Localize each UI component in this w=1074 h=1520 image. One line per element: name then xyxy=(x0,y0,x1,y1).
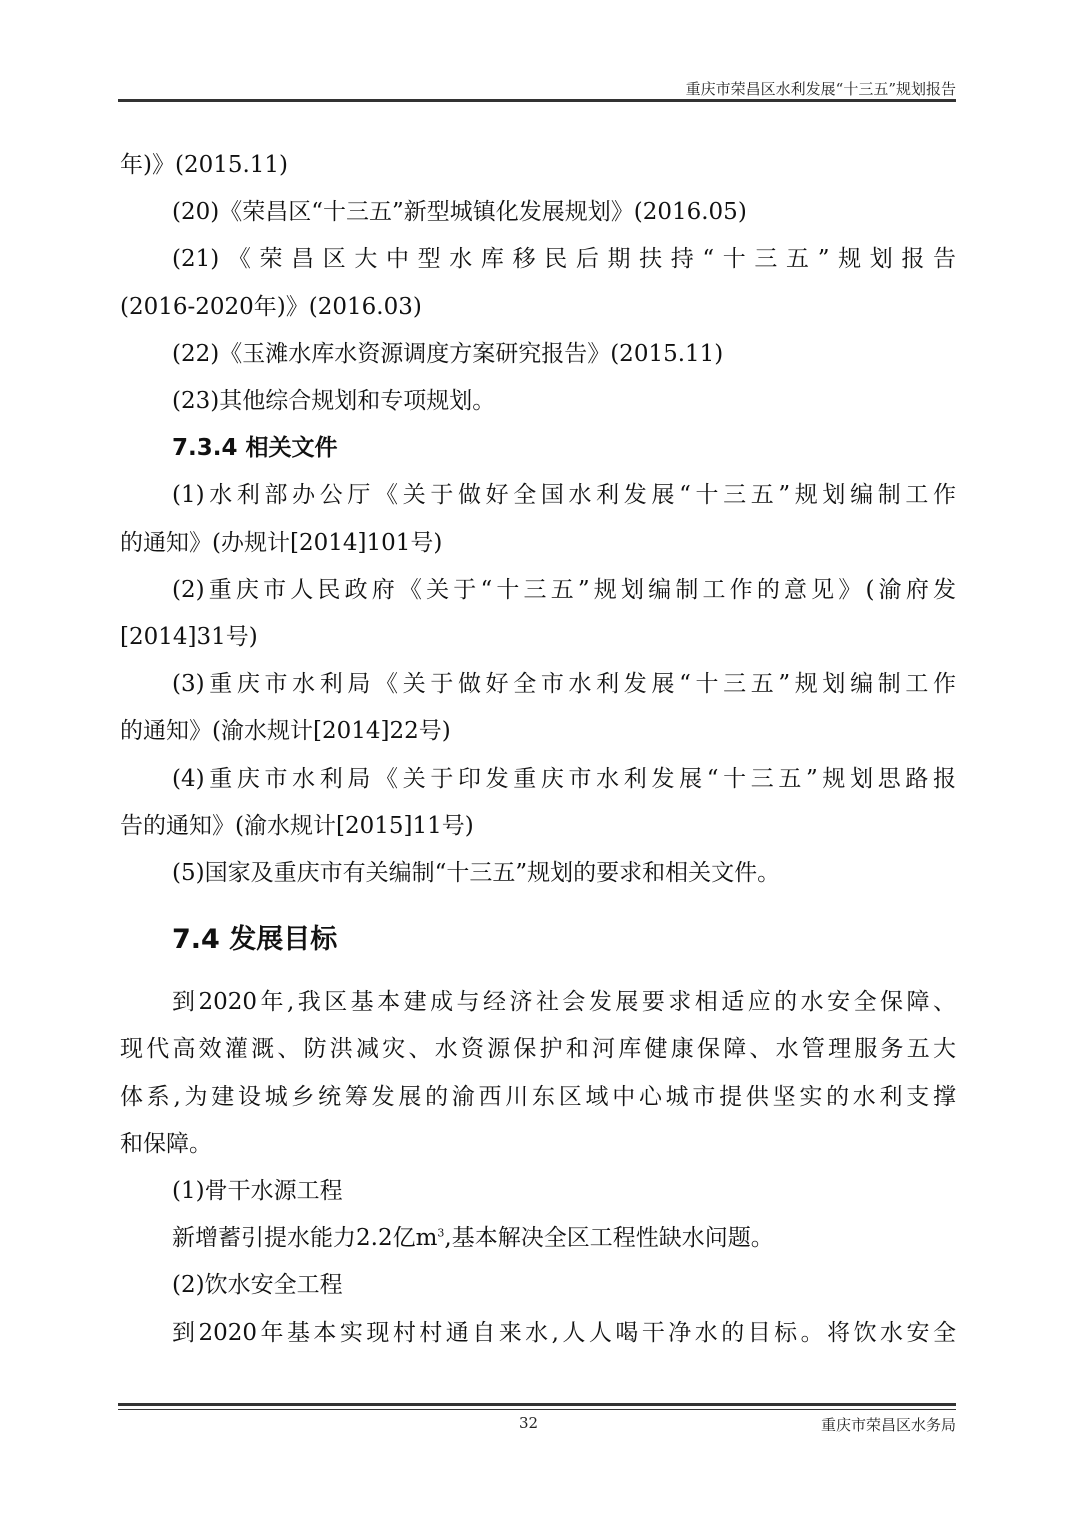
text-line: (2016-2020年)》(2016.03) xyxy=(120,293,422,320)
footer-rule-thick xyxy=(118,1403,956,1406)
document-item: (3)重庆市水利局《关于做好全市水利发展“十三五”规划编制工作 xyxy=(172,671,956,698)
paragraph-line: 到2020年,我区基本建成与经济社会发展要求相适应的水安全保障、 xyxy=(172,989,956,1016)
document-body xyxy=(120,142,956,1357)
text-line: 告的通知》(渝水规计[2015]11号) xyxy=(120,812,474,839)
superscript-3: 3 xyxy=(437,1226,445,1240)
paragraph-line: 和保障。 xyxy=(120,1130,212,1157)
text-line: 的通知》(渝水规计[2014]22号) xyxy=(120,718,451,745)
footer-rule-thin xyxy=(118,1409,956,1410)
goal-item: (2)饮水安全工程 xyxy=(172,1272,343,1299)
reference-item: (23)其他综合规划和专项规划。 xyxy=(172,388,496,415)
document-item: (1)水利部办公厅《关于做好全国水利发展“十三五”规划编制工作 xyxy=(172,482,956,509)
document-item: (5)国家及重庆市有关编制“十三五”规划的要求和相关文件。 xyxy=(172,860,781,887)
header-title: 重庆市荣昌区水利发展“十三五”规划报告 xyxy=(685,80,956,98)
reference-item: (22)《玉滩水库水资源调度方案研究报告》(2015.11) xyxy=(172,340,724,367)
section-heading-7-4: 7.4 发展目标 xyxy=(172,924,338,956)
goal-text: ,基本解决全区工程性缺水问题。 xyxy=(444,1225,774,1252)
text-line: 年)》(2015.11) xyxy=(120,152,289,178)
paragraph-line: 体系,为建设城乡统筹发展的渝西川东区域中心城市提供坚实的水利支撑 xyxy=(120,1083,956,1110)
footer-organization: 重庆市荣昌区水务局 xyxy=(820,1416,956,1434)
page-number: 32 xyxy=(519,1414,539,1432)
section-heading-7-3-4: 7.3.4 相关文件 xyxy=(172,435,338,462)
document-item: (4)重庆市水利局《关于印发重庆市水利发展“十三五”规划思路报 xyxy=(172,765,956,792)
text-line: [2014]31号) xyxy=(120,624,258,651)
header-rule xyxy=(118,99,956,102)
goal-description xyxy=(120,1215,956,1262)
paragraph-line: 到2020年基本实现村村通自来水,人人喝干净水的目标。将饮水安全 xyxy=(172,1319,956,1346)
goal-item: (1)骨干水源工程 xyxy=(172,1178,343,1205)
reference-item: (21)《荣昌区大中型水库移民后期扶持“十三五”规划报告 xyxy=(172,246,956,273)
goal-text: 新增蓄引提水能力2.2亿m xyxy=(172,1225,438,1252)
reference-item: (20)《荣昌区“十三五”新型城镇化发展规划》(2016.05) xyxy=(172,199,747,226)
text-line: 的通知》(办规计[2014]101号) xyxy=(120,529,443,556)
paragraph-line: 现代高效灌溉、防洪减灾、水资源保护和河库健康保障、水管理服务五大 xyxy=(120,1036,956,1063)
document-item: (2)重庆市人民政府《关于“十三五”规划编制工作的意见》(渝府发 xyxy=(172,576,956,603)
